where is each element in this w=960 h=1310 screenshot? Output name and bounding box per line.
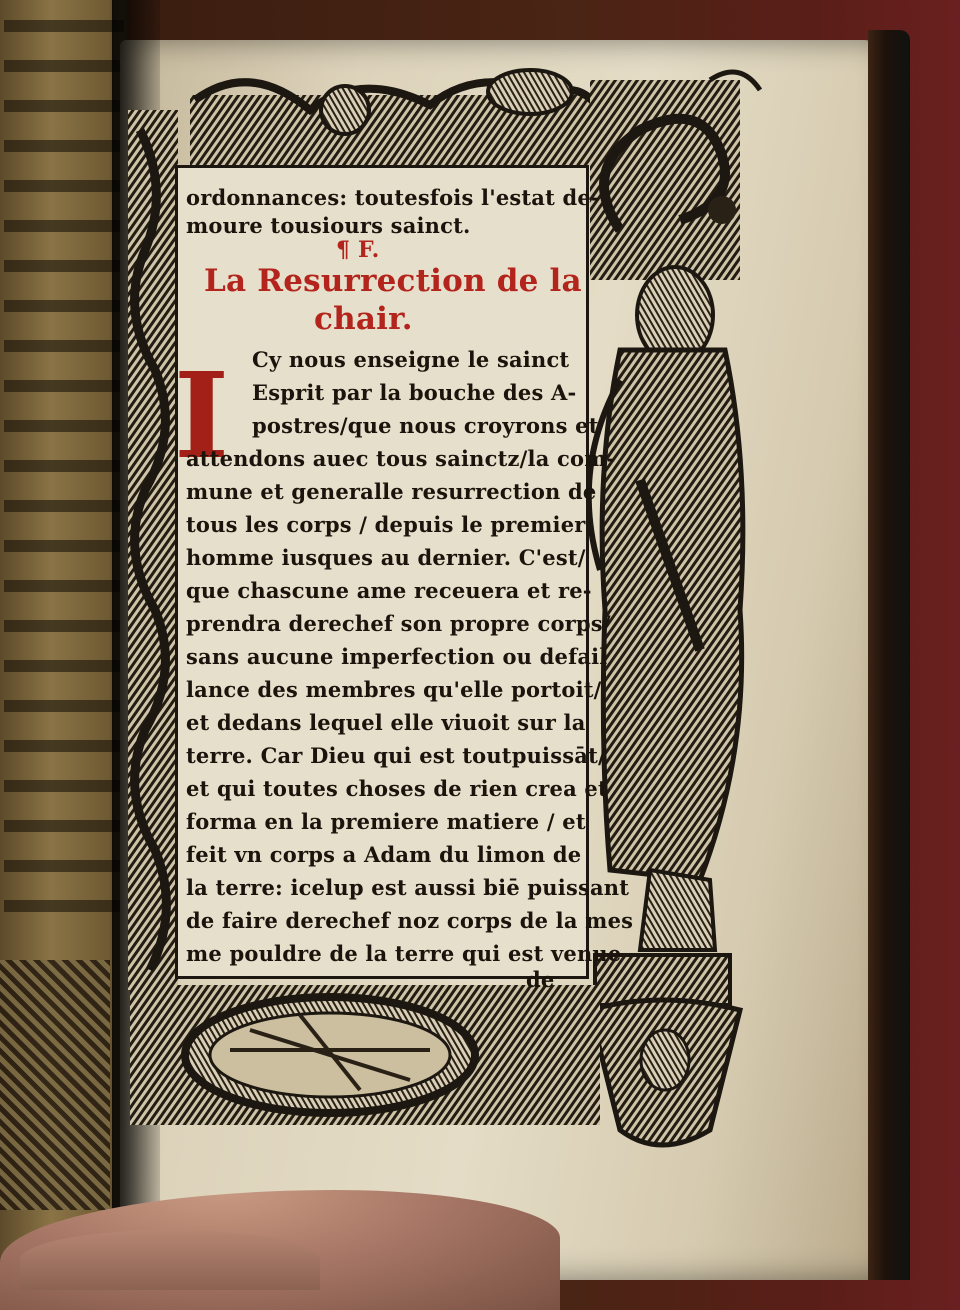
body-line-12: et dedans lequel elle viuoit sur la xyxy=(186,710,586,735)
drop-cap: I xyxy=(174,346,230,485)
body-line-18: de faire derechef noz corps de la mes xyxy=(186,908,634,933)
body-line-19: me pouldre de la terre qui est venue xyxy=(186,941,622,966)
body-line-7: homme iusques au dernier. C'est/ xyxy=(186,545,586,570)
chapter-heading-line-1: La Resurrection de la xyxy=(204,263,582,299)
body-line-15: forma en la premiere matiere / et xyxy=(186,809,586,834)
apostle-figure-icon xyxy=(589,267,743,950)
body-line-16: feit vn corps a Adam du limon de xyxy=(186,842,582,867)
chapter-heading-line-2: chair. xyxy=(314,301,413,337)
right-pillar-icon xyxy=(590,72,760,280)
body-line-14: et qui toutes choses de rien crea et xyxy=(186,776,608,801)
catchword: de xyxy=(526,967,555,992)
body-line-3: postres/que nous croyrons et xyxy=(252,413,599,438)
body-line-10: sans aucune imperfection ou defail xyxy=(186,644,608,669)
left-pillar-icon xyxy=(128,110,178,990)
section-mark: ¶ F. xyxy=(336,237,380,263)
body-line-17: la terre: icelup est aussi biē puissant xyxy=(186,875,630,900)
verso-ornament xyxy=(0,960,110,1210)
body-line-8: que chascune ame receuera et re- xyxy=(186,578,592,603)
leather-cover-edge xyxy=(868,30,910,1280)
body-line-11: lance des membres qu'elle portoit/ xyxy=(186,677,602,702)
body-line-5: mune et generalle resurrection de xyxy=(186,479,597,504)
body-line-1: Cy nous enseigne le sainct xyxy=(252,347,570,372)
oval-scene-medallion-icon xyxy=(130,985,600,1125)
body-line-9: prendra derechef son propre corps/ xyxy=(186,611,611,636)
body-line-13: terre. Car Dieu qui est toutpuissāt/ xyxy=(186,743,606,768)
pedestal-icon xyxy=(590,955,740,1145)
body-line-2: Esprit par la bouche des A- xyxy=(252,380,577,405)
body-line-4: attendons auec tous sainctz/la com- xyxy=(186,446,616,471)
text-line-2: moure tousiours sainct. xyxy=(186,213,471,238)
body-line-6: tous les corps / depuis le premier xyxy=(186,512,586,537)
top-frieze-icon xyxy=(190,70,600,165)
text-line-1: ordonnances: toutesfois l'estat de- xyxy=(186,185,600,210)
finger-tip-icon xyxy=(20,1230,320,1290)
